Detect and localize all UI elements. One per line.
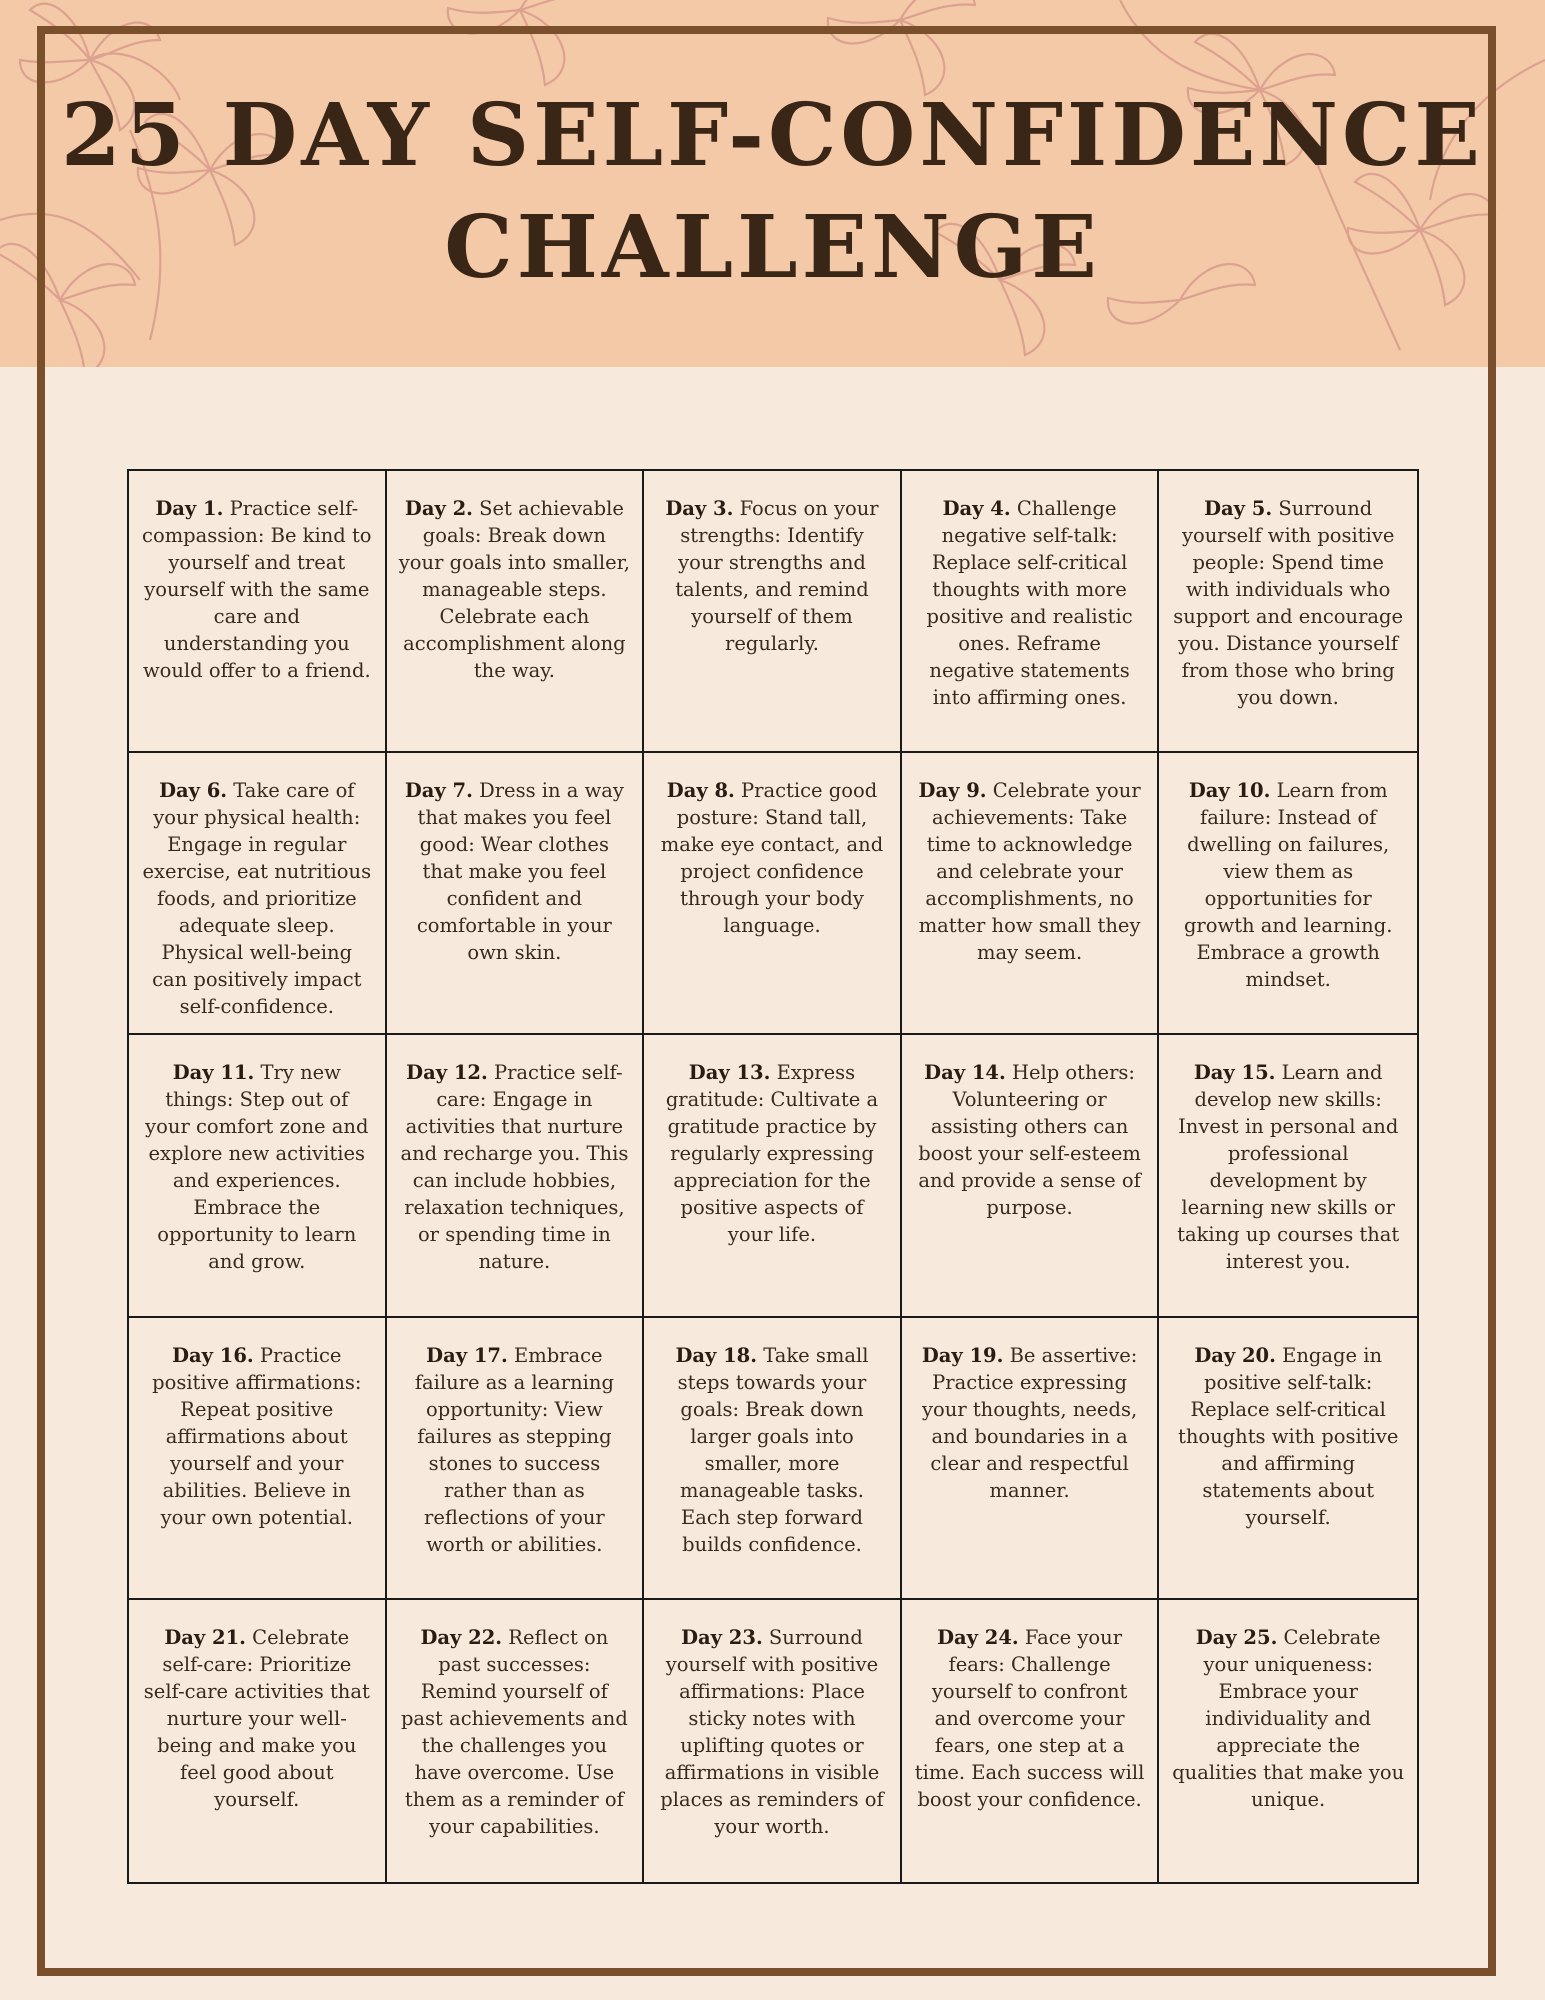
day-cell <box>387 1318 645 1600</box>
day-label: Day 16. <box>172 1343 254 1367</box>
day-cell <box>902 471 1160 753</box>
day-cell <box>1159 1318 1417 1600</box>
day-label: Day 23. <box>681 1625 763 1649</box>
day-label: Day 1. <box>155 497 224 520</box>
day-text: Practice self-compassion: Be kind to yourself and treat yourself with the same care and understanding you would offer to a friend. <box>142 497 372 682</box>
day-cell <box>1159 753 1417 1035</box>
day-label: Day 17. <box>426 1343 508 1367</box>
day-label: Day 22. <box>420 1625 503 1649</box>
day-text: Dress in a way that makes you feel good: Wear clothes that make you feel confident and comfortable in your own skin. <box>416 779 624 965</box>
challenge-grid <box>127 469 1419 1884</box>
day-label: Day 24. <box>937 1625 1019 1649</box>
day-text: Try new things: Step out of your comfort zone and explore new activities and experiences. Embrace the opportunity to learn and grow. <box>145 1061 369 1274</box>
day-label: Day 25. <box>1195 1625 1278 1649</box>
day-label: Day 18. <box>675 1343 758 1367</box>
day-cell <box>644 1318 902 1600</box>
day-cell <box>129 753 387 1035</box>
day-label: Day 3. <box>665 497 734 520</box>
page-title: 25 DAY SELF-CONFIDENCE CHALLENGE <box>61 85 1484 298</box>
day-text: Express gratitude: Cultivate a gratitude practice by regularly expressing appreciation for the positive aspects of your life. <box>665 1061 879 1247</box>
day-text: Set achievable goals: Break down your goals into smaller, manageable steps. Celebrate each accomplishment along the way. <box>398 497 630 682</box>
day-text: Engage in positive self-talk: Replace self-critical thoughts with positive and affirming statements about yourself. <box>1177 1343 1399 1529</box>
day-text: Focus on your strengths: Identify your strengths and talents, and remind yourself of them regularly. <box>675 497 879 655</box>
day-cell <box>129 1318 387 1600</box>
day-label: Day 7. <box>404 779 473 803</box>
day-label: Day 20. <box>1194 1343 1276 1367</box>
day-cell <box>1159 1035 1417 1317</box>
day-text: Face your fears: Challenge yourself to confront and overcome your fears, one step at a time. Each success will boost your confidence. <box>914 1625 1145 1811</box>
day-text: Practice positive affirmations: Repeat positive affirmations about yourself and your abilities. Believe in your own potential. <box>152 1343 362 1529</box>
day-cell <box>902 1600 1160 1882</box>
day-text: Surround yourself with positive people: Spend time with individuals who support and encourage you. Distance yourself from those who bring you down. <box>1173 497 1404 709</box>
day-cell <box>1159 471 1417 753</box>
day-label: Day 19. <box>921 1343 1004 1367</box>
day-text: Embrace failure as a learning opportunity: View failures as stepping stones to success rather than as reflections of your worth or abilities. <box>414 1343 614 1556</box>
day-text: Celebrate your achievements: Take time to acknowledge and celebrate your accomplishments, no matter how small they may seem. <box>918 779 1141 965</box>
day-label: Day 6. <box>159 779 228 803</box>
day-cell <box>129 471 387 753</box>
day-cell <box>902 1318 1160 1600</box>
day-label: Day 13. <box>688 1061 771 1085</box>
day-cell <box>644 1600 902 1882</box>
day-label: Day 10. <box>1188 779 1271 803</box>
day-label: Day 4. <box>942 497 1011 520</box>
day-label: Day 9. <box>918 779 987 803</box>
day-cell <box>644 753 902 1035</box>
day-text: Celebrate self-care: Prioritize self-care activities that nurture your well-being and make you feel good about yourself. <box>143 1625 370 1811</box>
day-text: Reflect on past successes: Remind yourself of past achievements and the challenges you have overcome. Use them as a reminder of your capabilities. <box>400 1625 628 1838</box>
day-text: Surround yourself with positive affirmations: Place sticky notes with uplifting quotes or affirmations in visible places as reminders of your worth. <box>660 1625 884 1838</box>
day-cell <box>902 753 1160 1035</box>
day-cell <box>387 471 645 753</box>
day-label: Day 8. <box>666 779 735 803</box>
day-cell <box>129 1035 387 1317</box>
day-cell <box>387 1035 645 1317</box>
day-text: Celebrate your uniqueness: Embrace your individuality and appreciate the qualities that make you unique. <box>1172 1625 1405 1811</box>
day-label: Day 14. <box>924 1061 1006 1085</box>
day-label: Day 15. <box>1193 1061 1276 1085</box>
day-cell <box>644 471 902 753</box>
day-text: Take small steps towards your goals: Break down larger goals into smaller, more manageable tasks. Each step forward builds confidence. <box>677 1343 869 1556</box>
day-cell <box>129 1600 387 1882</box>
day-text: Challenge negative self-talk: Replace self-critical thoughts with more positive and realistic ones. Reframe negative statements into affirming ones. <box>926 497 1133 709</box>
day-label: Day 21. <box>164 1625 246 1649</box>
day-cell <box>902 1035 1160 1317</box>
day-label: Day 12. <box>406 1061 488 1085</box>
day-text: Help others: Volunteering or assisting others can boost your self-esteem and provide a sense of purpose. <box>918 1061 1141 1220</box>
day-text: Practice good posture: Stand tall, make eye contact, and project confidence through your body language. <box>660 779 884 938</box>
day-cell <box>1159 1600 1417 1882</box>
day-text: Practice self-care: Engage in activities that nurture and recharge you. This can include hobbies, relaxation techniques, or spending time in nature. <box>400 1061 629 1274</box>
day-label: Day 11. <box>172 1061 255 1085</box>
day-label: Day 5. <box>1204 497 1273 520</box>
day-text: Take care of your physical health: Engage in regular exercise, eat nutritious foods, and prioritize adequate sleep. Physical well-being can positively impact self-confidence. <box>142 779 372 1019</box>
day-cell <box>387 753 645 1035</box>
day-cell <box>644 1035 902 1317</box>
day-text: Be assertive: Practice expressing your thoughts, needs, and boundaries in a clear and respectful manner. <box>922 1343 1138 1502</box>
day-text: Learn from failure: Instead of dwelling on failures, view them as opportunities for growth and learning. Embrace a growth mindset. <box>1183 779 1393 992</box>
day-label: Day 2. <box>404 497 473 520</box>
day-text: Learn and develop new skills: Invest in personal and professional development by learning new skills or taking up courses that interest you. <box>1177 1061 1400 1274</box>
day-cell <box>387 1600 645 1882</box>
